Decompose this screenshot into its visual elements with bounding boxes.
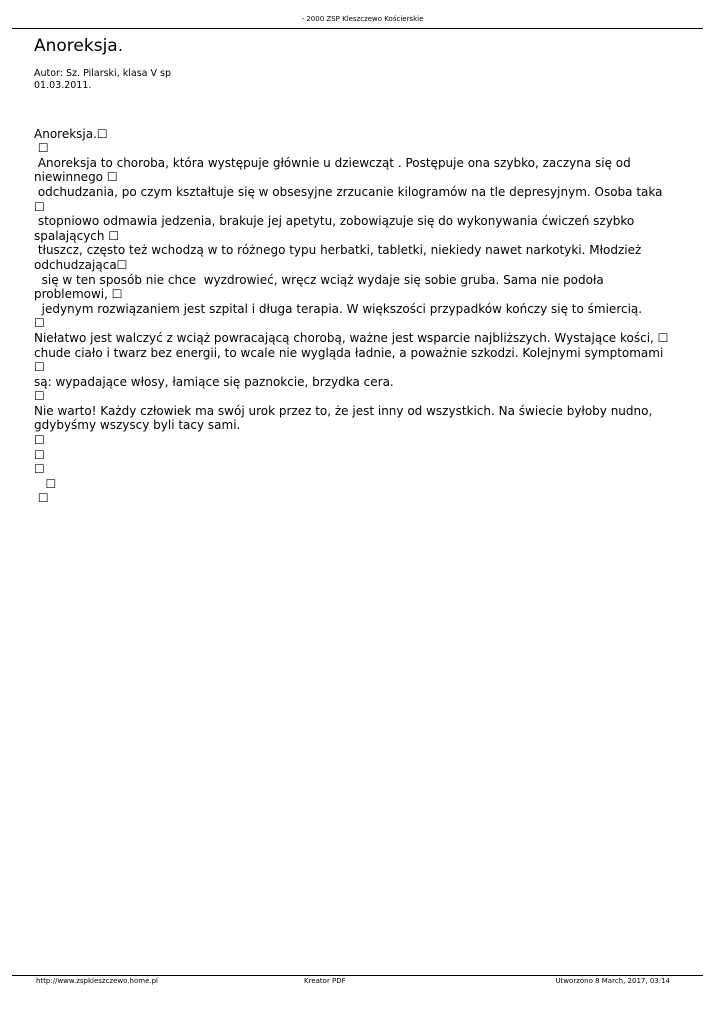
body-line: Anoreksja to choroba, która występuje głównie u dziewcząt . Postępuje ona szybko, zaczyna się od bbox=[34, 155, 631, 170]
document-title: Anoreksja. bbox=[34, 36, 124, 56]
body-line: się w ten sposób nie chce wyzdrowieć, wręcz wciąż wydaje się sobie gruba. Sama nie podoła bbox=[34, 272, 604, 287]
body-line: gdybyśmy wszyscy byli tacy sami. bbox=[34, 418, 241, 433]
body-line: ☐ bbox=[34, 360, 45, 375]
body-line: ☐ bbox=[34, 476, 57, 491]
body-line: odchudzania, po czym kształtuje się w obsesyjne zrzucanie kilogramów na tle depresyjnym. Osoba taka bbox=[34, 184, 663, 199]
article-body bbox=[34, 112, 684, 506]
body-line: Niełatwo jest walczyć z wciąż powracającą chorobą, ważne jest wsparcie najbliższych. Wystające kości, ☐ bbox=[34, 330, 669, 345]
body-line: chude ciało i twarz bez energii, to wcale nie wygląda ładnie, a poważnie szkodzi. Kolejnymi symptomami bbox=[34, 345, 664, 360]
document-date: 01.03.2011. bbox=[34, 80, 92, 91]
body-line: ☐ bbox=[34, 199, 45, 214]
body-line: są: wypadające włosy, łamiące się paznokcie, brzydka cera. bbox=[34, 374, 394, 389]
body-line: ☐ bbox=[34, 141, 49, 156]
body-line: ☐ bbox=[34, 491, 49, 506]
body-line: odchudzająca☐ bbox=[34, 257, 128, 272]
body-line: ☐ bbox=[34, 447, 45, 462]
body-line: ☐ bbox=[34, 316, 45, 331]
footer-url-link[interactable]: http://www.zspkleszczewo.home.pl bbox=[36, 977, 158, 985]
body-line: ☐ bbox=[34, 462, 45, 477]
body-line: tłuszcz, często też wchodzą w to różnego typu herbatki, tabletki, niekiedy nawet narkotyki. Młodzież bbox=[34, 243, 642, 258]
body-line: problemowi, ☐ bbox=[34, 287, 123, 302]
footer-divider bbox=[12, 975, 703, 976]
body-line: Anoreksja.☐ bbox=[34, 126, 108, 141]
author-line: Autor: Sz. Pilarski, klasa V sp bbox=[34, 68, 171, 79]
body-line bbox=[34, 112, 684, 127]
document-meta bbox=[34, 68, 171, 92]
footer-generator: Kreator PDF bbox=[304, 977, 346, 985]
page-header: - 2000 ZSP Kleszczewo Kościerskie bbox=[301, 15, 424, 23]
header-divider bbox=[12, 28, 703, 29]
body-line: stopniowo odmawia jedzenia, brakuje jej apetytu, zobowiązuje się do wykonywania ćwiczeń szybko bbox=[34, 214, 635, 229]
body-line: niewinnego ☐ bbox=[34, 170, 118, 185]
body-line: ☐ bbox=[34, 389, 45, 404]
body-line: jedynym rozwiązaniem jest szpital i długa terapia. W większości przypadków kończy się to śmiercią. bbox=[34, 301, 643, 316]
body-line: spalających ☐ bbox=[34, 228, 120, 243]
body-line: ☐ bbox=[34, 433, 45, 448]
footer-created-date: Utworzono 8 March, 2017, 03:14 bbox=[555, 977, 670, 985]
body-line: Nie warto! Każdy człowiek ma swój urok przez to, że jest inny od wszystkich. Na świecie byłoby nudno, bbox=[34, 403, 653, 418]
